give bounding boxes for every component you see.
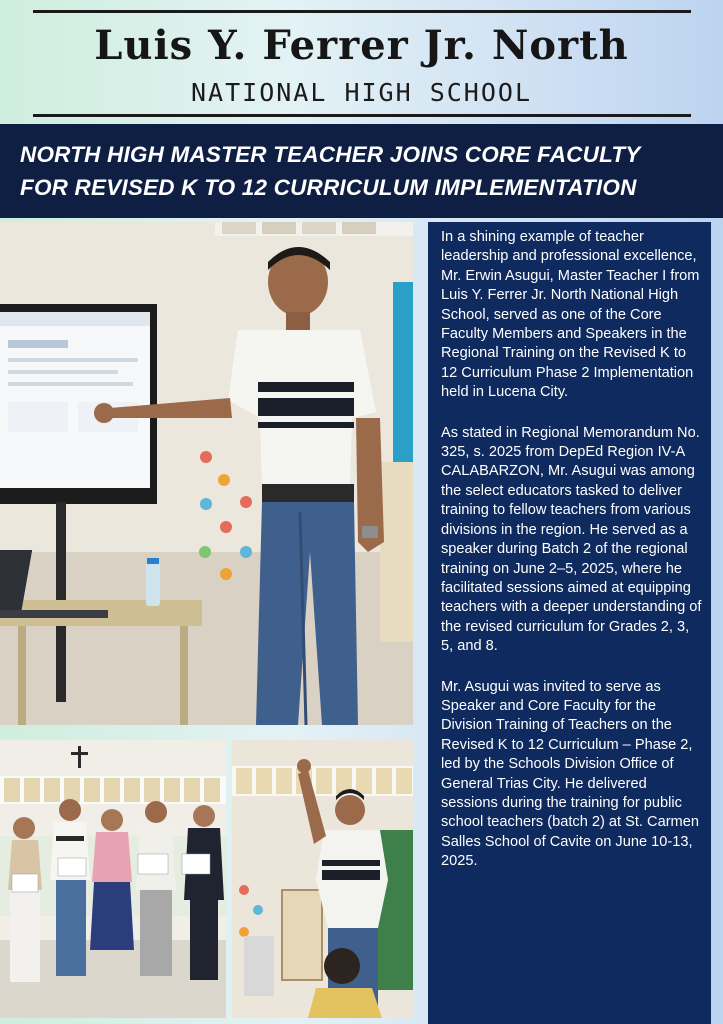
main-photo <box>0 222 413 725</box>
school-name: Luis Y. Ferrer Jr. North <box>94 22 629 69</box>
main-photo-illustration <box>0 222 413 725</box>
certificate-group-photo <box>0 740 226 1018</box>
article-paragraph-2: As stated in Regional Memorandum No. 325, s. 2025 from DepEd Region IV-A CALABARZON, Mr. Asugui was among the select educators tasked to deliver training to fellow teachers from various divisions in the region. He served as a speaker during Batch 2 of the regional training on June 2–5, 2025, where he facilitated sessions aimed at equipping teachers with a deeper understanding of the revised curriculum for Grades 2, 3, 5, and 8. <box>441 424 702 655</box>
headline <box>20 138 710 204</box>
article-paragraph-1: In a shining example of teacher leadership and professional excellence, Mr. Erwin Asugui, Master Teacher I from Luis Y. Ferrer Jr. North National High School, served as one of the Core Faculty Members and Speakers in the Regional Training on the Revised K to 12 Curriculum Phase 2 Implementation held in Lucena City. <box>441 229 700 401</box>
school-subtitle: NATIONAL HIGH SCHOOL <box>190 78 533 107</box>
masthead-top-rule <box>33 10 691 13</box>
article-panel <box>428 222 711 1024</box>
headline-band <box>0 124 723 218</box>
masthead <box>0 0 723 124</box>
headline-line-2: FOR REVISED K TO 12 CURRICULUM IMPLEMENTATION <box>20 175 637 200</box>
speaking-photo-illustration <box>232 740 413 1018</box>
headline-line-1: NORTH HIGH MASTER TEACHER JOINS CORE FACULTY <box>20 142 641 167</box>
certificate-group-illustration <box>0 740 226 1018</box>
article-paragraph-3: Mr. Asugui was invited to serve as Speaker and Core Faculty for the Division Training of Teachers on the Revised K to 12 Curriculum – Phase 2, led by the Schools Division Office of General Trias City. He delivered sessions during the training for public school teachers (batch 2) at St. Carmen Salles School of Cavite on June 10-13, 2025. <box>441 678 699 870</box>
masthead-bottom-rule <box>33 114 691 117</box>
speaking-photo <box>232 740 413 1018</box>
